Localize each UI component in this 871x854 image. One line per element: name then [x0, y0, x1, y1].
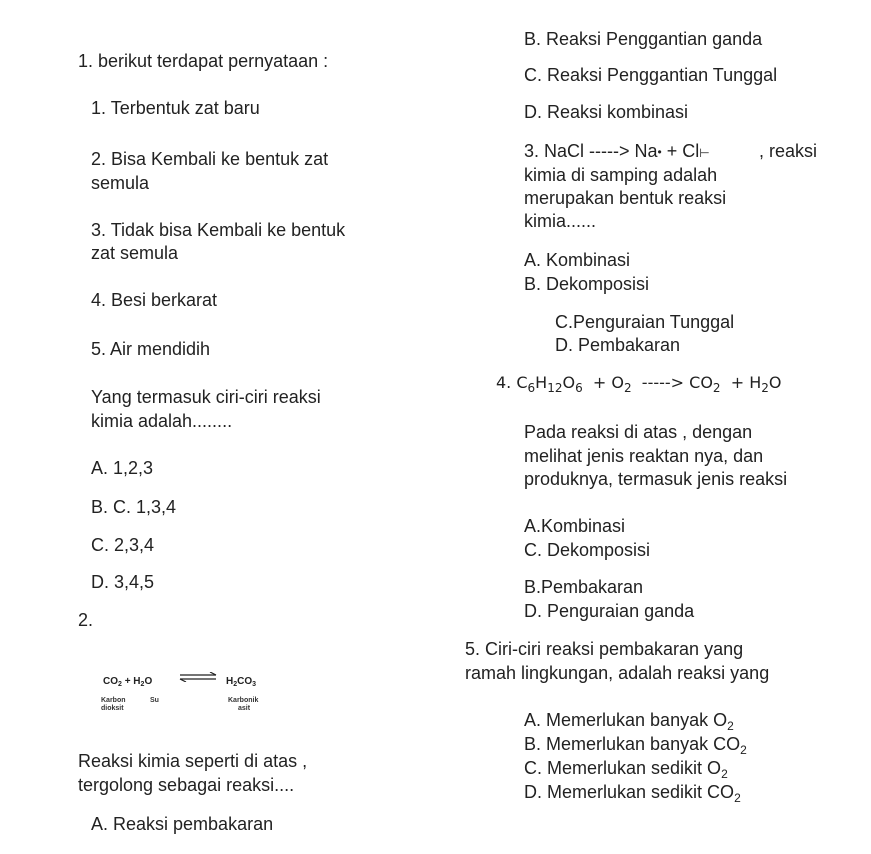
q2-reactant1: CO	[103, 676, 118, 687]
q2-option-d[interactable]: D. Reaksi kombinasi	[524, 102, 689, 122]
q5-option-c[interactable]: C. Memerlukan sedikit $O_2$	[524, 758, 728, 781]
q2-number: 2.	[78, 610, 94, 630]
q1-option-a[interactable]: A. 1,2,3	[91, 458, 154, 478]
q3-option-c[interactable]: C.Penguraian Tunggal	[555, 312, 735, 332]
q1-option-d[interactable]: D. 3,4,5	[91, 572, 155, 592]
q2-option-b[interactable]: B. Reaksi Penggantian ganda	[524, 29, 763, 49]
q3-question: kimia......	[524, 211, 597, 231]
q1-statement: 1. Terbentuk zat baru	[91, 98, 260, 118]
q5-option-a[interactable]: A. Memerlukan banyak $O_2$	[524, 710, 734, 733]
q5-question: 5. Ciri-ciri reaksi pembakaran yang	[465, 639, 744, 659]
q3-option-b[interactable]: B. Dekomposisi	[524, 274, 650, 294]
q3-equation: 3. NaCl -----> Na• + Cl⊢	[524, 141, 710, 161]
q1-option-b[interactable]: B. C. 1,3,4	[91, 497, 177, 517]
q2-product: H	[226, 676, 234, 687]
q4-option-a[interactable]: A.Kombinasi	[524, 516, 626, 536]
q5-question: ramah lingkungan, adalah reaksi yang	[465, 663, 770, 683]
q1-statement: 3. Tidak bisa Kembali ke bentuk	[91, 220, 346, 240]
q3-equation-tail: , reaksi	[759, 141, 818, 161]
q2-option-c[interactable]: C. Reaksi Penggantian Tunggal	[524, 65, 778, 85]
q4-question: Pada reaksi di atas , dengan	[524, 422, 753, 442]
q2-question: Reaksi kimia seperti di atas ,	[78, 751, 308, 771]
q1-statement: semula	[91, 173, 150, 193]
q3-question: kimia di samping adalah	[524, 165, 718, 185]
q3-question: merupakan bentuk reaksi	[524, 188, 727, 208]
q2-plus: + H	[124, 676, 141, 687]
q1-statement: 4. Besi berkarat	[91, 290, 218, 310]
q4-equation: 4. $C_6H_{12}O_6 + O_2$ -----> $CO_2 + H_2O$	[496, 373, 782, 395]
q2-label-dioksit: dioksit	[101, 705, 124, 712]
q2-label-karbonik: Karbonik	[228, 697, 259, 704]
q2-label-asit: asit	[238, 705, 251, 712]
q4-option-d[interactable]: D. Penguraian ganda	[524, 601, 695, 621]
q1-statement: zat semula	[91, 243, 179, 263]
q4-question: produknya, termasuk jenis reaksi	[524, 469, 788, 489]
q3-option-a[interactable]: A. Kombinasi	[524, 250, 631, 270]
q5-option-d[interactable]: D. Memerlukan sedikit $CO_2$	[524, 782, 741, 805]
q1-question: kimia adalah........	[91, 411, 233, 431]
q1-statement: 5. Air mendidih	[91, 339, 211, 359]
q2-label-su: Su	[150, 697, 159, 704]
q4-option-b[interactable]: B.Pembakaran	[524, 577, 644, 597]
q1-statement: 2. Bisa Kembali ke bentuk zat	[91, 149, 329, 169]
equilibrium-arrow-icon	[178, 672, 218, 682]
q1-question: Yang termasuk ciri-ciri reaksi	[91, 387, 321, 407]
q1-stem: 1. berikut terdapat pernyataan :	[78, 51, 329, 71]
q1-option-c[interactable]: C. 2,3,4	[91, 535, 155, 555]
q2-option-a[interactable]: A. Reaksi pembakaran	[91, 814, 274, 834]
q2-label-karbon: Karbon	[101, 697, 126, 704]
q5-option-b[interactable]: B. Memerlukan banyak $CO_2$	[524, 734, 747, 757]
q3-option-d[interactable]: D. Pembakaran	[555, 335, 681, 355]
q4-question: melihat jenis reaktan nya, dan	[524, 446, 764, 466]
q4-option-c[interactable]: C. Dekomposisi	[524, 540, 651, 560]
q2-question: tergolong sebagai reaksi....	[78, 775, 295, 795]
